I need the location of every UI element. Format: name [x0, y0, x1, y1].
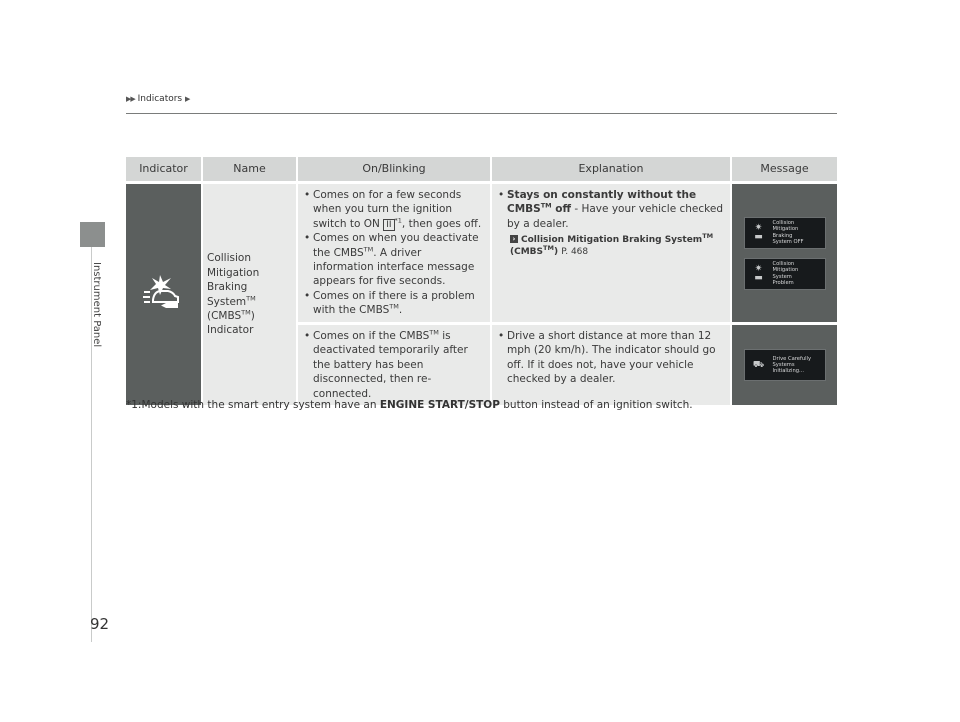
vehicle-lane-icon: ⛟ — [752, 359, 765, 370]
indicator-icon-cell — [126, 183, 202, 406]
sidebar-section-label[interactable]: Instrument Panel — [91, 262, 102, 348]
on-blinking-cell — [297, 183, 491, 324]
name-line: System™ — [207, 294, 256, 308]
reference-page[interactable]: P. 468 — [561, 247, 589, 258]
message-line: System — [772, 273, 792, 280]
name-line: Indicator — [207, 324, 254, 337]
name-line: Mitigation — [207, 266, 260, 279]
on-blinking-cell — [297, 324, 491, 406]
message-line: Initializing... — [772, 368, 804, 375]
list-item: • Comes on if there is a problem with the CMBS™. — [304, 289, 484, 318]
indicator-name — [207, 251, 296, 337]
breadcrumb-arrows-icon: ▶▶ — [126, 95, 135, 103]
message-line: Collision — [772, 219, 795, 226]
message-cell — [731, 324, 837, 406]
list-item: • Drive a short distance at more than 12 mph (20 km/h). The indicator should go off. If it does not, have your vehicle checked by a dealer. — [498, 329, 724, 387]
list-item: • Stays on constantly without the CMBS™ off - Have your vehicle checked by a dealer. — [498, 188, 724, 231]
breadcrumb-end-arrow-icon: ▶ — [185, 95, 190, 103]
message-line: Systems — [772, 361, 795, 368]
page-number: 92 — [90, 615, 110, 633]
list-item: • Comes on for a few seconds when you turn the ignition switch to ON II $^{*1}$, then goes off. — [304, 188, 484, 231]
message-display — [744, 217, 826, 249]
message-line: Collision — [772, 260, 795, 267]
header-explanation: Explanation — [491, 157, 731, 183]
message-line: Problem — [772, 279, 794, 286]
table-header-row — [126, 157, 837, 183]
header-indicator: Indicator — [126, 157, 202, 183]
message-line: Braking — [772, 232, 793, 239]
reference-arrow-icon: › — [510, 235, 518, 243]
footnote: *1:Models with the smart entry system have an ENGINE START/STOP button instead of an ignition switch. — [126, 399, 693, 411]
breadcrumb[interactable] — [126, 94, 189, 104]
header-on-blinking: On/Blinking — [297, 157, 491, 183]
table-row — [126, 183, 837, 324]
message-display — [744, 258, 826, 290]
header-message: Message — [731, 157, 837, 183]
name-line: (CMBS™) — [207, 308, 255, 322]
explanation-cell — [491, 183, 731, 324]
list-item: • Comes on when you deactivate the CMBS™. A driver information interface message appears for five seconds. — [304, 231, 484, 289]
collision-mitigation-braking-icon — [140, 272, 188, 312]
breadcrumb-label[interactable]: Indicators — [137, 94, 183, 104]
header-name: Name — [202, 157, 297, 183]
collision-warning-icon: ✷ ▬ — [754, 263, 763, 283]
indicator-table — [126, 157, 837, 405]
message-line: Mitigation — [772, 226, 799, 233]
message-line: Drive Carefully — [772, 355, 812, 362]
section-tab-marker — [80, 222, 105, 247]
ignition-position-icon: II — [383, 219, 394, 231]
explanation-cell — [491, 324, 731, 406]
cross-reference-link[interactable]: › Collision Mitigation Braking System™ (CMBS™) P. 468 — [510, 232, 714, 258]
name-line: Collision — [207, 252, 251, 265]
message-line: Mitigation — [772, 267, 799, 274]
header-rule — [126, 113, 837, 114]
name-line: Braking — [207, 281, 248, 294]
indicator-name-cell — [202, 183, 297, 406]
message-cell — [731, 183, 837, 324]
collision-warning-icon: ✷ ▬ — [754, 222, 763, 242]
list-item: • Comes on if the CMBS™ is deactivated temporarily after the battery has been disconnected, then re-connected. — [304, 329, 484, 401]
message-line: System OFF — [772, 238, 804, 245]
message-display — [744, 349, 826, 381]
